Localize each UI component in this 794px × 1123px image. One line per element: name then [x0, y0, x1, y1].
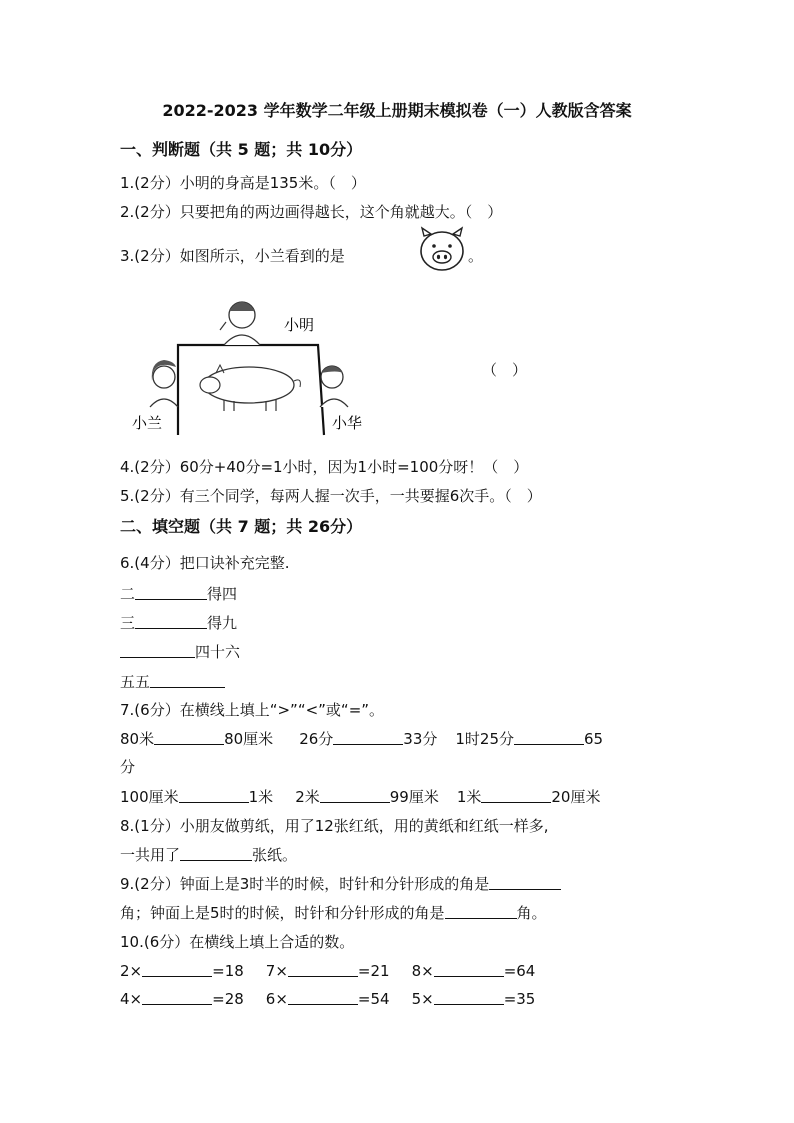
- q6-line-1: 二 得四: [120, 585, 238, 603]
- question-8: 8.(1分）小朋友做剪纸，用了12张红纸，用的黄纸和红纸一样多,: [120, 817, 549, 835]
- person-top-illustration: [220, 302, 260, 345]
- answer-blank[interactable]: [489, 875, 561, 890]
- question-6: 6.(4分）把口诀补充完整.: [120, 554, 290, 572]
- answer-blank[interactable]: [179, 788, 249, 803]
- answer-blank[interactable]: [288, 962, 358, 977]
- q6-line-2: 三 得九: [120, 614, 238, 632]
- section-heading-judgment: 一、判断题（共 5 题；共 10分）: [120, 140, 363, 159]
- question-9-cont: 角；钟面上是5时的时候，时针和分针形成的角是 角。: [120, 904, 547, 922]
- answer-blank[interactable]: [320, 788, 390, 803]
- pig-face-icon: [416, 226, 468, 274]
- answer-blank[interactable]: [514, 730, 584, 745]
- question-3: 3.(2分）如图所示，小兰看到的是: [120, 247, 345, 265]
- q6-line-3: 四十六: [120, 642, 240, 662]
- question-5: 5.(2分）有三个同学，每两人握一次手，一共要握6次手。（ ）: [120, 487, 542, 505]
- question-7: 7.(6分）在横线上填上“>”“<”或“=”。: [120, 701, 385, 719]
- answer-blank[interactable]: [150, 673, 225, 688]
- person-left-illustration: [150, 360, 178, 407]
- answer-blank[interactable]: [445, 904, 517, 919]
- answer-blank[interactable]: [180, 846, 252, 861]
- answer-blank[interactable]: [142, 962, 212, 977]
- answer-blank[interactable]: [434, 990, 504, 1005]
- q7-row-2: 100厘米 1米 2米 99厘米 1米 20厘米: [120, 788, 601, 806]
- answer-blank[interactable]: [142, 990, 212, 1005]
- q6-line-4: 五五: [120, 672, 225, 692]
- question-3-answer-paren: （ ）: [482, 361, 528, 379]
- question-9: 9.(2分）钟面上是3时半的时候，时针和分针形成的角是: [120, 874, 561, 894]
- question-4: 4.(2分）60分+40分=1小时，因为1小时=100分呀！（ ）: [120, 458, 529, 476]
- section-heading-fill-in: 二、填空题（共 7 题；共 26分）: [120, 517, 363, 536]
- question-3-end: 。: [468, 247, 484, 265]
- pig-side-illustration: [200, 365, 300, 411]
- question-8-cont: 一共用了 张纸。: [120, 846, 298, 864]
- label-xiaohua: 小华: [332, 414, 363, 432]
- answer-blank[interactable]: [135, 614, 207, 629]
- question-10: 10.(6分）在横线上填上合适的数。: [120, 933, 355, 951]
- answer-blank[interactable]: [120, 643, 195, 658]
- q7-row-1-unit: 分: [120, 758, 136, 776]
- q7-row-1: 80米 80厘米 26分 33分 1时25分 65: [120, 730, 604, 748]
- q10-row-1: 2× =18 7× =21 8× =64: [120, 962, 536, 980]
- answer-blank[interactable]: [434, 962, 504, 977]
- label-xiaolan: 小兰: [132, 414, 163, 432]
- question-1: 1.(2分）小明的身高是135米。（ ）: [120, 174, 366, 192]
- label-xiaoming: 小明: [284, 316, 315, 334]
- answer-blank[interactable]: [333, 730, 403, 745]
- answer-blank[interactable]: [481, 788, 551, 803]
- answer-blank[interactable]: [135, 585, 207, 600]
- answer-blank[interactable]: [288, 990, 358, 1005]
- question-2: 2.(2分）只要把角的两边画得越长，这个角就越大。（ ）: [120, 203, 503, 221]
- person-right-illustration: [320, 366, 348, 407]
- page-title: 2022-2023 学年数学二年级上册期末模拟卷（一）人教版含答案: [162, 101, 632, 120]
- answer-blank[interactable]: [154, 730, 224, 745]
- viewing-scene-illustration: [124, 285, 384, 445]
- q10-row-2: 4× =28 6× =54 5× =35: [120, 990, 536, 1008]
